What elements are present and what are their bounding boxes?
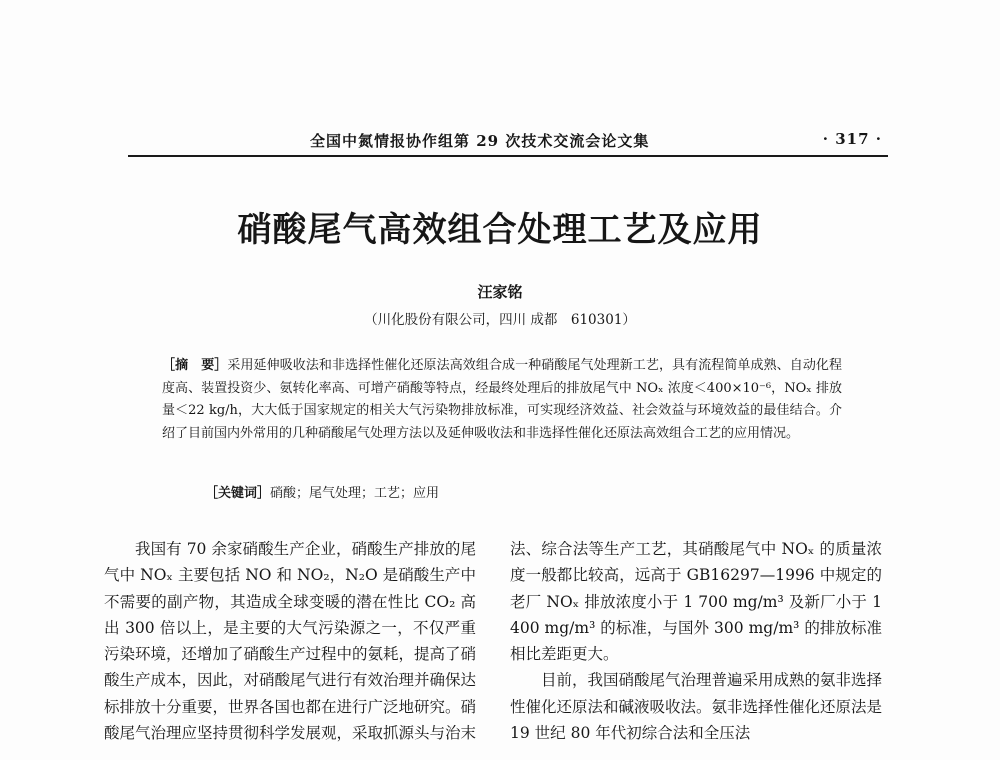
affiliation: （川化股份有限公司，四川 成都 610301）	[364, 312, 636, 328]
body-column-right	[510, 536, 882, 746]
author: 汪家铭	[477, 283, 523, 301]
running-header-journal: 全国中氮情报协作组第 29 次技术交流会论文集	[310, 132, 650, 150]
running-header	[128, 128, 888, 152]
body-paragraph: 法、综合法等生产工艺，其硝酸尾气中 NOₓ 的质量浓度一般都比较高，远高于 GB16297—1996 中规定的老厂 NOₓ 排放浓度小于 1 700 mg/m³ 及新厂小于 1 400 mg/m³ 的标准，与国外 300 mg/m³ 的排放标准相比差距更大。	[510, 540, 882, 664]
keywords	[205, 483, 805, 505]
body-paragraph: 我国有 70 余家硝酸生产企业，硝酸生产排放的尾气中 NOₓ 主要包括 NO 和 NO₂，N₂O 是硝酸生产中不需要的副产物，其造成全球变暖的潜在性比 CO₂ 高出 300 倍以上，是主要的大气污染源之一，不仅严重污染环境，还增加了硝酸生产过程中的氨耗，提高了硝酸生产成本，因此，对硝酸尾气进行有效治理并确保达标排放十分重要，世界各国也都在进行广泛地研究。硝酸尾气治理应坚持贯彻科学发展观，采取抓源头与治末	[104, 540, 477, 743]
header-rule	[128, 155, 888, 157]
abstract	[162, 355, 842, 445]
body-column-left	[104, 536, 476, 746]
body-paragraph: 目前，我国硝酸尾气治理普遍采用成熟的氨非选择性催化还原法和碱液吸收法。氨非选择性催化还原法是 19 世纪 80 年代初综合法和全压法	[510, 671, 883, 743]
abstract-text: 采用延伸吸收法和非选择性催化还原法高效组合成一种硝酸尾气处理新工艺，具有流程简单成熟、自动化程度高、装置投资少、氨转化率高、可增产硝酸等特点，经最终处理后的排放尾气中 NOₓ 浓度＜400×10⁻⁶，NOₓ 排放量＜22 kg/h，大大低于国家规定的相关大气污染物排放标准，可实现经济效益、社会效益与环境效益的最佳结合。介绍了目前国内外常用的几种硝酸尾气处理方法以及延伸吸收法和非选择性催化还原法高效组合工艺的应用情况。	[162, 358, 842, 441]
abstract-label: ［摘 要］	[162, 358, 228, 373]
page-number: · 317 ·	[822, 130, 882, 148]
keywords-label: ［关键词］	[205, 486, 271, 501]
paper-title: 硝酸尾气高效组合处理工艺及应用	[237, 210, 763, 250]
keywords-text: 硝酸；尾气处理；工艺；应用	[270, 486, 440, 501]
